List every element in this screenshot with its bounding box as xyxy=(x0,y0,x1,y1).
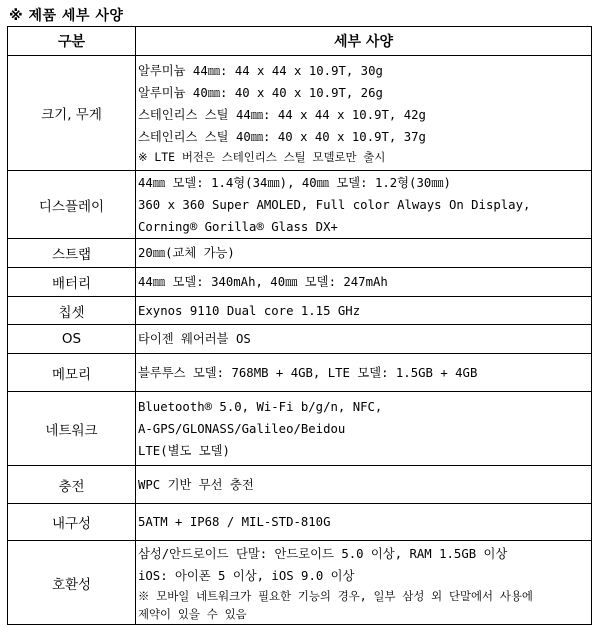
spec-table xyxy=(7,26,592,625)
page-title: ※ 제품 세부 사양 xyxy=(9,8,124,24)
detail-note: ※ 모바일 네트워크가 필요한 기능의 경우, 일부 삼성 외 단말에서 사용에 xyxy=(138,588,533,603)
table-row xyxy=(8,504,592,541)
table-header-row xyxy=(8,27,592,56)
row-category: 스트랩 xyxy=(8,239,136,268)
header-detail: 세부 사양 xyxy=(136,27,592,56)
table-row xyxy=(8,56,592,171)
table-row xyxy=(8,466,592,504)
detail-line: Bluetooth® 5.0, Wi-Fi b/g/n, NFC, xyxy=(138,399,383,414)
detail-line: 44㎜ 모델: 340mAh, 40㎜ 모델: 247mAh xyxy=(138,275,388,289)
row-detail xyxy=(136,171,592,239)
table-row xyxy=(8,171,592,239)
detail-line: 블루투스 모델: 768MB + 4GB, LTE 모델: 1.5GB + 4GB xyxy=(138,365,478,380)
table-row xyxy=(8,325,592,354)
row-detail xyxy=(136,541,592,625)
row-category: 메모리 xyxy=(8,354,136,392)
detail-line: A-GPS/GLONASS/Galileo/Beidou xyxy=(138,421,346,436)
detail-note: 제약이 있을 수 있음 xyxy=(138,606,247,621)
detail-line: 44㎜ 모델: 1.4형(34㎜), 40㎜ 모델: 1.2형(30㎜) xyxy=(138,175,451,190)
detail-line: Exynos 9110 Dual core 1.15 GHz xyxy=(138,303,361,318)
row-detail xyxy=(136,325,592,354)
row-detail xyxy=(136,56,592,171)
detail-line: 5ATM + IP68 / MIL-STD-810G xyxy=(138,515,331,529)
row-category: OS xyxy=(8,325,136,354)
detail-line: 360 x 360 Super AMOLED, Full color Always On Display, xyxy=(138,197,531,212)
row-category: 호환성 xyxy=(8,541,136,625)
table-row xyxy=(8,541,592,625)
detail-line: Corning® Gorilla® Glass DX+ xyxy=(138,219,338,234)
row-category: 배터리 xyxy=(8,268,136,297)
detail-line: 삼성/안드로이드 단말: 안드로이드 5.0 이상, RAM 1.5GB 이상 xyxy=(138,546,508,561)
table-row xyxy=(8,354,592,392)
row-category: 충전 xyxy=(8,466,136,504)
detail-line: 20㎜(교체 가능) xyxy=(138,246,235,260)
row-detail xyxy=(136,466,592,504)
detail-line: 스테인리스 스틸 40㎜: 40 x 40 x 10.9T, 37g xyxy=(138,130,426,144)
row-detail xyxy=(136,504,592,541)
detail-line: iOS: 아이폰 5 이상, iOS 9.0 이상 xyxy=(138,568,355,583)
row-detail xyxy=(136,354,592,392)
detail-line: 알루미늄 44㎜: 44 x 44 x 10.9T, 30g xyxy=(138,64,383,78)
table-row xyxy=(8,268,592,297)
table-row xyxy=(8,297,592,325)
row-detail xyxy=(136,297,592,325)
header-category: 구분 xyxy=(8,27,136,56)
table-row xyxy=(8,239,592,268)
row-category: 칩셋 xyxy=(8,297,136,325)
row-detail xyxy=(136,239,592,268)
row-category: 네트워크 xyxy=(8,392,136,466)
row-category: 크기, 무게 xyxy=(8,56,136,171)
row-detail xyxy=(136,268,592,297)
detail-line: 타이젠 웨어러블 OS xyxy=(138,332,251,346)
detail-note: ※ LTE 버전은 스테인리스 스틸 모델로만 출시 xyxy=(138,150,386,164)
detail-line: 알루미늄 40㎜: 40 x 40 x 10.9T, 26g xyxy=(138,86,383,100)
table-row xyxy=(8,392,592,466)
row-category: 내구성 xyxy=(8,504,136,541)
detail-line: 스테인리스 스틸 44㎜: 44 x 44 x 10.9T, 42g xyxy=(138,108,426,122)
row-category: 디스플레이 xyxy=(8,171,136,239)
detail-line: WPC 기반 무선 충전 xyxy=(138,477,254,492)
row-detail xyxy=(136,392,592,466)
detail-line: LTE(별도 모델) xyxy=(138,443,230,458)
